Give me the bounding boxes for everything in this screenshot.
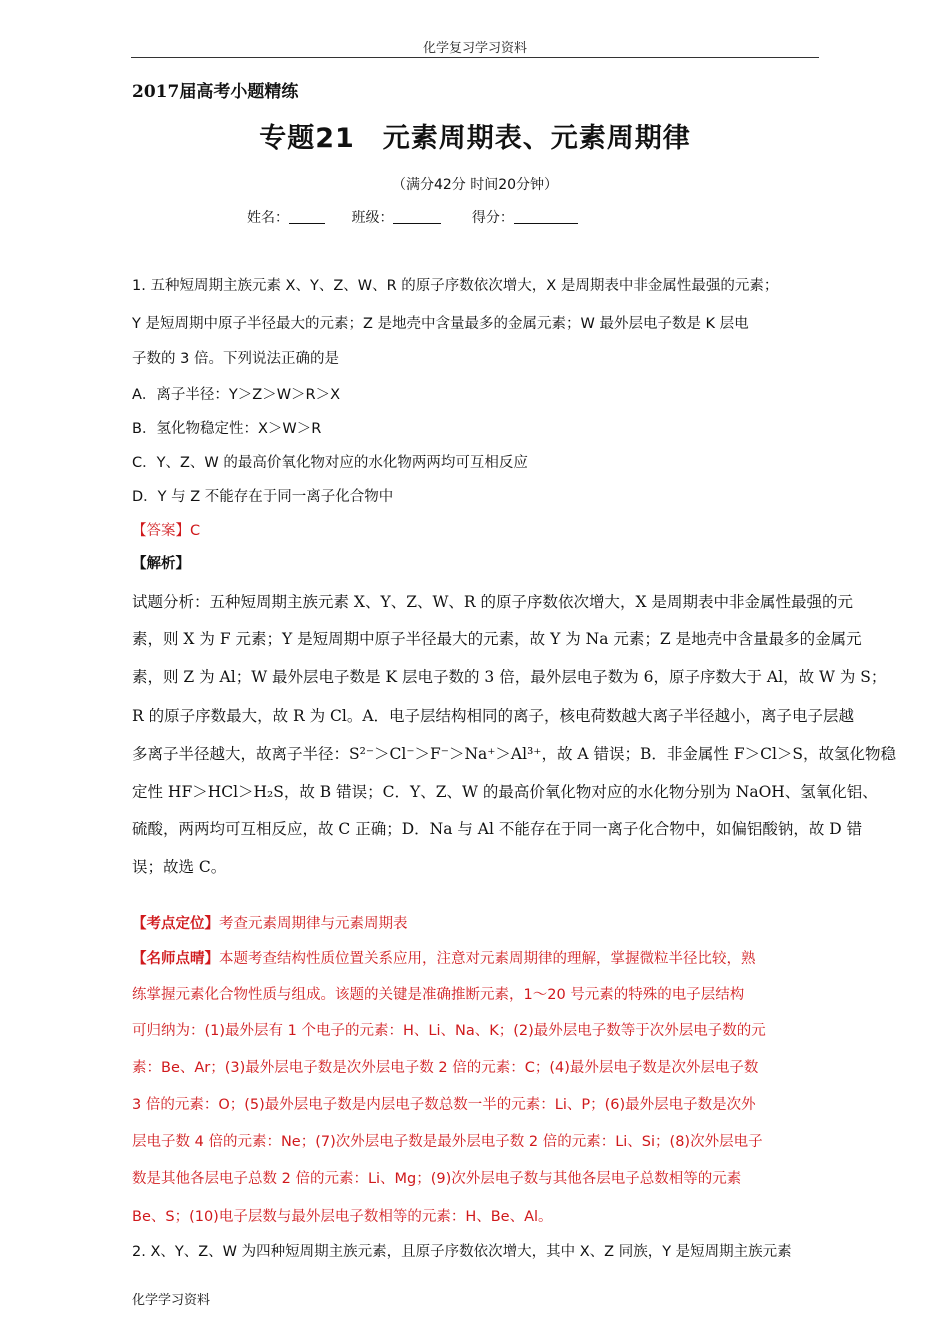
tip-line: 3 倍的元素：O；(5)最外层电子数是内层电子数总数一半的元素：Li、P；(6)最外层电子数是次外 — [132, 1097, 756, 1113]
name-label: 姓名： — [247, 210, 289, 226]
analysis-line: 硫酸，两两均可互相反应，故 C 正确；D．Na 与 Al 不能存在于同一离子化合物中，如偏铝酸钠，故 D 错 — [132, 820, 863, 838]
q1-option-a: A．离子半径：Y＞Z＞W＞R＞X — [132, 387, 341, 403]
tip-line: Be、S；(10)电子层数与最外层电子数相等的元素：H、Be、Al。 — [132, 1209, 553, 1225]
analysis-line: R 的原子序数最大，故 R 为 Cl。A．电子层结构相同的离子，核电荷数越大离子半径越小，离子电子层越 — [132, 707, 855, 725]
student-info-row — [247, 207, 578, 227]
tip-line: 数是其他各层电子总数 2 倍的元素：Li、Mg；(9)次外层电子数与其他各层电子总数相等的元素 — [132, 1171, 742, 1187]
tip-line: 层电子数 4 倍的元素：Ne；(7)次外层电子数是最外层电子数 2 倍的元素：Li、Si；(8)次外层电子 — [132, 1134, 763, 1150]
answer-value: C — [190, 523, 201, 539]
key-point-label: 【考点定位】 — [132, 916, 219, 932]
page-title: 专题21 元素周期表、元素周期律 — [259, 123, 691, 154]
tip-line: 【名师点晴】本题考查结构性质位置关系应用，注意对元素周期律的理解，掌握微粒半径比较，熟 — [132, 951, 756, 967]
tip-line: 可归纳为：(1)最外层有 1 个电子的元素：H、Li、Na、K；(2)最外层电子数等于次外层电子数的元 — [132, 1023, 766, 1039]
tip-line: 素：Be、Ar；(3)最外层电子数是次外层电子数 2 倍的元素：C；(4)最外层电子数是次外层电子数 — [132, 1060, 759, 1076]
analysis-line: 素，则 Z 为 Al；W 最外层电子数是 K 层电子数的 3 倍，最外层电子数为 6，原子序数大于 Al，故 W 为 S； — [132, 668, 887, 686]
analysis-line: 多离子半径越大，故离子半径：S²⁻＞Cl⁻＞F⁻＞Na⁺＞Al³⁺，故 A 错误；B．非金属性 F＞Cl＞S，故氢化物稳 — [132, 745, 897, 763]
tip-label: 【名师点晴】 — [132, 951, 219, 967]
page-header: 化学复习学习资料 — [422, 41, 527, 56]
class-label: 班级： — [351, 210, 394, 226]
q1-stem-line: 子数的 3 倍。下列说法正确的是 — [132, 351, 339, 367]
page-footer: 化学学习资料 — [132, 1293, 211, 1308]
key-point — [132, 912, 408, 933]
answer-label: 【答案】 — [132, 523, 190, 539]
q1-answer — [132, 519, 200, 540]
score-label: 得分： — [471, 210, 514, 226]
q1-option-c: C．Y、Z、W 的最高价氧化物对应的水化物两两均可互相反应 — [132, 455, 528, 471]
q2-stem-line: 2. X、Y、Z、W 为四种短周期主族元素，且原子序数依次增大，其中 X、Z 同族，Y 是短周期主族元素 — [132, 1244, 792, 1260]
analysis-line: 误；故选 C。 — [132, 858, 227, 876]
q1-stem-line: Y 是短周期中原子半径最大的元素；Z 是地壳中含量最多的金属元素；W 最外层电子数是 K 层电 — [132, 316, 749, 332]
analysis-line: 定性 HF＞HCl＞H₂S，故 B 错误；C．Y、Z、W 的最高价氧化物对应的水化物分别为 NaOH、氢氧化铝、 — [132, 783, 878, 801]
analysis-line: 素，则 X 为 F 元素；Y 是短周期中原子半径最大的元素，故 Y 为 Na 元素；Z 是地壳中含量最多的金属元 — [132, 630, 862, 648]
q1-stem-line: 1. 五种短周期主族元素 X、Y、Z、W、R 的原子序数依次增大，X 是周期表中非金属性最强的元素； — [132, 278, 779, 294]
score-time-note: （满分42分 时间20分钟） — [391, 177, 559, 193]
class-blank[interactable] — [393, 209, 441, 224]
name-blank[interactable] — [289, 209, 325, 224]
key-point-text: 考查元素周期律与元素周期表 — [219, 916, 408, 932]
q1-option-d: D．Y 与 Z 不能存在于同一离子化合物中 — [132, 489, 394, 505]
analysis-line: 试题分析：五种短周期主族元素 X、Y、Z、W、R 的原子序数依次增大，X 是周期表中非金属性最强的元 — [132, 593, 853, 611]
series-title: 2017届高考小题精练 — [132, 82, 299, 102]
q1-option-b: B．氢化物稳定性：X＞W＞R — [132, 421, 322, 437]
analysis-label: 【解析】 — [132, 556, 190, 572]
score-blank[interactable] — [514, 209, 578, 224]
header-rule — [131, 57, 819, 58]
tip-line: 练掌握元素化合物性质与组成。该题的关键是准确推断元素，1～20 号元素的特殊的电子层结构 — [132, 987, 745, 1003]
